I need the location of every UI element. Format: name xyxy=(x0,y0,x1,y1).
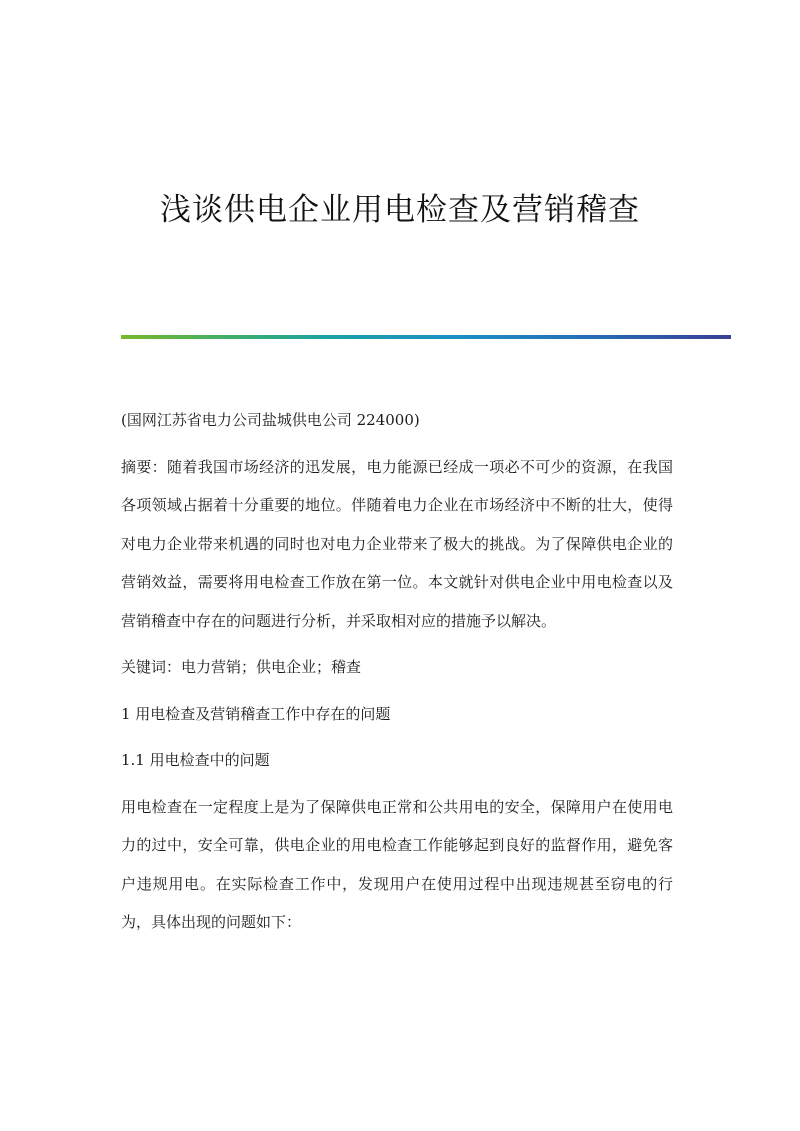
body-paragraph: 用电检查在一定程度上是为了保障供电正常和公共用电的安全，保障用户在使用电力的过中，安全可靠，供电企业的用电检查工作能够起到良好的监督作用，避免客户违规用电。在实际检查工作中，发现用户在使用过程中出现违规甚至窃电的行为，具体出现的问题如下： xyxy=(121,797,673,931)
affiliation: (国网江苏省电力公司盐城供电公司 224000) xyxy=(121,411,420,429)
title-divider xyxy=(121,335,731,339)
document-title: 浅谈供电企业用电检查及营销稽查 xyxy=(160,192,640,228)
section-1-1-heading: 1.1 用电检查中的问题 xyxy=(121,751,270,769)
abstract-paragraph: 摘要：随着我国市场经济的迅发展，电力能源已经成一项必不可少的资源，在我国各项领域占据着十分重要的地位。伴随着电力企业在市场经济中不断的壮大，使得对电力企业带来机遇的同时也对电力企业带来了极大的挑战。为了保障供电企业的营销效益，需要将用电检查工作放在第一位。本文就针对供电企业中用电检查以及营销稽查中存在的问题进行分析，并采取相对应的措施予以解决。 xyxy=(121,457,673,630)
section-1-heading: 1 用电检查及营销稽查工作中存在的问题 xyxy=(121,704,391,723)
keywords: 关键词：电力营销；供电企业；稽查 xyxy=(121,658,362,676)
document-body xyxy=(121,401,673,942)
